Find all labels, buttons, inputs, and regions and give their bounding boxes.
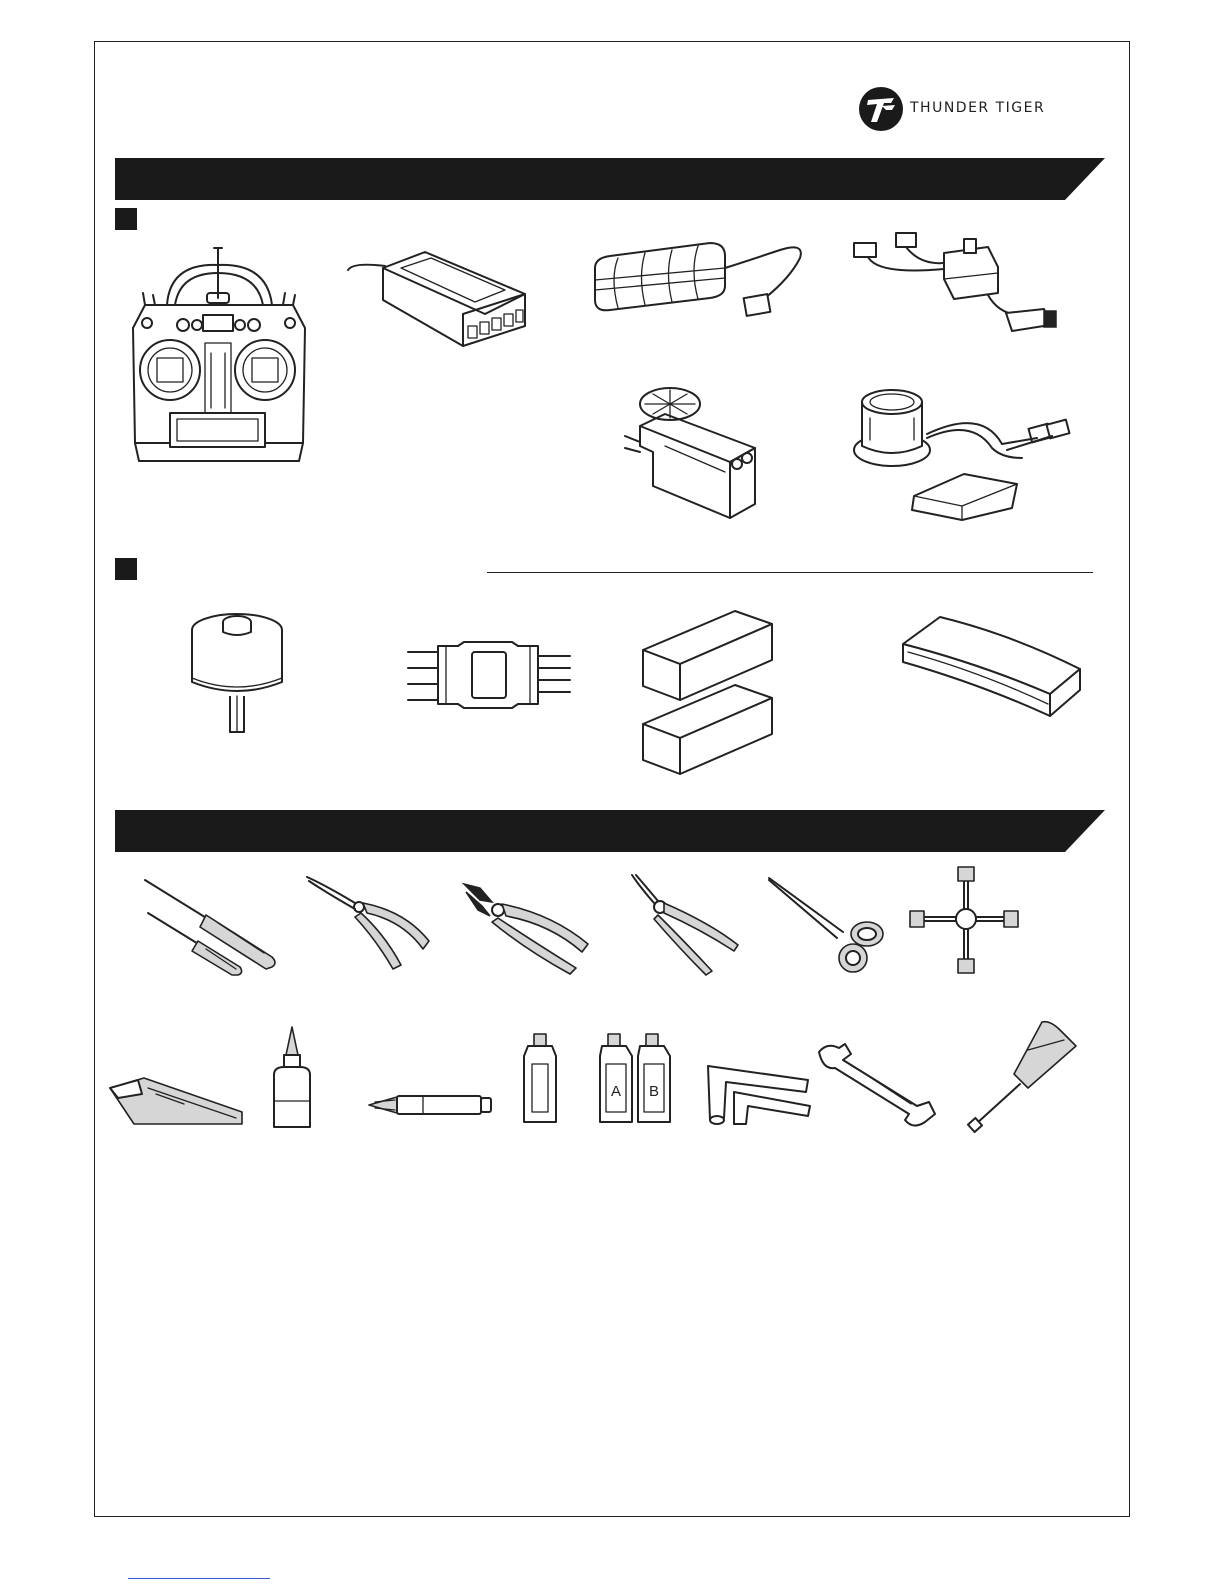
lipo-battery-pack-icon (900, 614, 1083, 720)
cutting-pliers-icon (462, 880, 592, 975)
bent-nose-pliers-icon (630, 873, 742, 976)
gyro-icon (852, 388, 1082, 524)
thunder-tiger-logo-icon (858, 86, 904, 132)
hex-wrenches-icon (702, 1062, 812, 1126)
screwdrivers-icon (140, 875, 280, 975)
cross-wrench-icon (908, 865, 1020, 975)
scissors-icon (767, 876, 887, 974)
hex-driver-icon (968, 1020, 1078, 1134)
radio-transmitter-icon (125, 243, 310, 475)
needle-nose-pliers-icon (305, 875, 433, 970)
speed-controller-icon (408, 640, 570, 710)
group-b-rule (487, 572, 1093, 573)
section-2-banner (115, 810, 1105, 852)
epoxy-label-b: B (648, 1083, 660, 1100)
receiver-battery-pack-icon (590, 238, 815, 320)
switch-harness-icon (848, 233, 1066, 346)
section-1-banner (115, 158, 1105, 200)
epoxy-label-a: A (610, 1083, 622, 1100)
epoxy-tubes-icon (600, 1032, 672, 1126)
footer-link-underline[interactable] (128, 1578, 270, 1579)
servo-icon (625, 386, 765, 521)
battery-blocks-icon (640, 608, 775, 774)
brand-logo (858, 84, 1108, 134)
group-b-marker (115, 558, 137, 580)
hobby-knife-icon (108, 1068, 244, 1126)
group-a-marker (115, 208, 137, 230)
grease-tube-icon (520, 1032, 560, 1126)
marker-pen-icon (367, 1092, 493, 1118)
open-end-wrench-icon (817, 1040, 937, 1130)
glue-bottle-icon (270, 1025, 314, 1130)
electric-motor-icon (188, 604, 286, 736)
brand-name: THUNDER TIGER (910, 100, 1046, 116)
receiver-icon (345, 248, 530, 354)
